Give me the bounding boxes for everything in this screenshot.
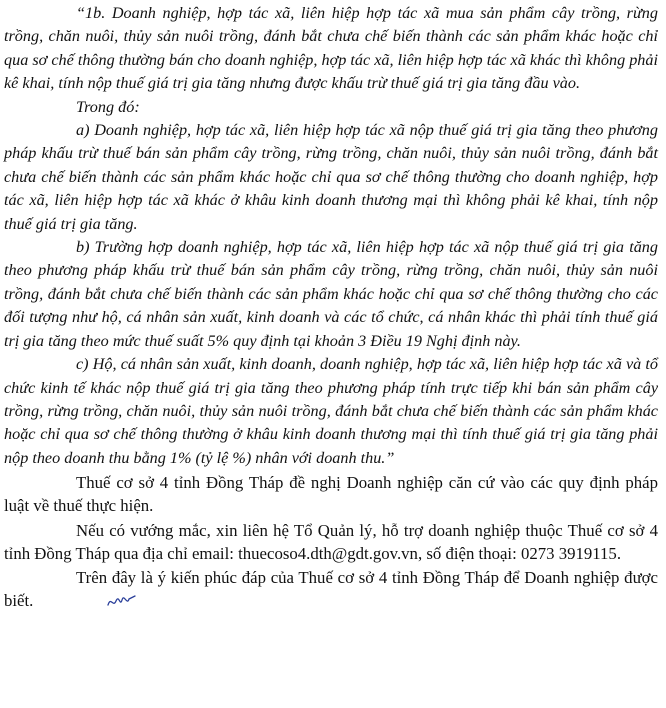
quote-paragraph-c: c) Hộ, cá nhân sản xuất, kinh doanh, doanh nghiệp, hợp tác xã, liên hiệp hợp tác xã và tổ chức kinh tế khác nộp thuế giá trị gia tăng theo phương pháp tính trực tiếp khi bán sản phẩm cây trồng, rừng trồng, chăn nuôi, thủy sản nuôi trồng, đánh bắt chưa chế biến thành các sản phẩm khác hoặc chỉ qua sơ chế thông thường ở khâu kinh doanh thương mại thì tính thuế giá trị gia tăng phải nộp theo doanh thu bằng 1% (tỷ lệ %) nhân với doanh thu.” xyxy=(4,355,658,467)
initials-signature-icon xyxy=(35,592,137,616)
quote-paragraph-trong-do: Trong đó: xyxy=(76,97,140,116)
closing-paragraph-final xyxy=(4,566,658,616)
closing-paragraph-recommendation: Thuế cơ sở 4 tỉnh Đồng Tháp đề nghị Doanh nghiệp căn cứ vào các quy định pháp luật về thuế thực hiện. xyxy=(4,473,658,516)
final-text: Trên đây là ý kiến phúc đáp của Thuế cơ sở 4 tỉnh Đồng Tháp để Doanh nghiệp được biết. xyxy=(4,567,658,611)
quote-paragraph-a: a) Doanh nghiệp, hợp tác xã, liên hiệp hợp tác xã nộp thuế giá trị gia tăng theo phương pháp khấu trừ thuế bán sản phẩm cây trồng, rừng trồng, chăn nuôi, thủy sản nuôi trồng, đánh bắt chưa chế biến thành các sản phẩm khác hoặc chỉ qua sơ chế thông thường cho doanh nghiệp, hợp tác xã, liên hiệp hợp tác xã khác ở khâu kinh doanh thương mại thì không phải kê khai, tính nộp thuế giá trị gia tăng. xyxy=(4,121,658,233)
quote-paragraph-1b: “1b. Doanh nghiệp, hợp tác xã, liên hiệp hợp tác xã mua sản phẩm cây trồng, rừng trồng, chăn nuôi, thủy sản nuôi trồng, đánh bắt chưa chế biến thành các sản phẩm khác hoặc chỉ qua sơ chế thông thường bán cho doanh nghiệp, hợp tác xã, liên hiệp hợp tác xã khác thì không phải kê khai, tính nộp thuế giá trị gia tăng nhưng được khấu trừ thuế giá trị gia tăng đầu vào. xyxy=(4,4,658,93)
quote-paragraph-b: b) Trường hợp doanh nghiệp, hợp tác xã, liên hiệp hợp tác xã nộp thuế giá trị gia tăng theo phương pháp khấu trừ thuế bán sản phẩm cây trồng, rừng trồng, chăn nuôi, thủy sản nuôi trồng, đánh bắt chưa chế biến thành các sản phẩm khác hoặc chỉ qua sơ chế thông thường cho các đối tượng như hộ, cá nhân sản xuất, kinh doanh và các tổ chức, cá nhân khác thì phải tính thuế giá trị gia tăng theo mức thuế suất 5% quy định tại khoản 3 Điều 19 Nghị định này. xyxy=(4,238,658,350)
closing-paragraph-contact: Nếu có vướng mắc, xin liên hệ Tổ Quản lý, hỗ trợ doanh nghiệp thuộc Thuế cơ sở 4 tỉnh Đồng Tháp qua địa chỉ email: thuecoso4.dth@gdt.gov.vn, số điện thoại: 0273 3919115. xyxy=(4,520,658,563)
